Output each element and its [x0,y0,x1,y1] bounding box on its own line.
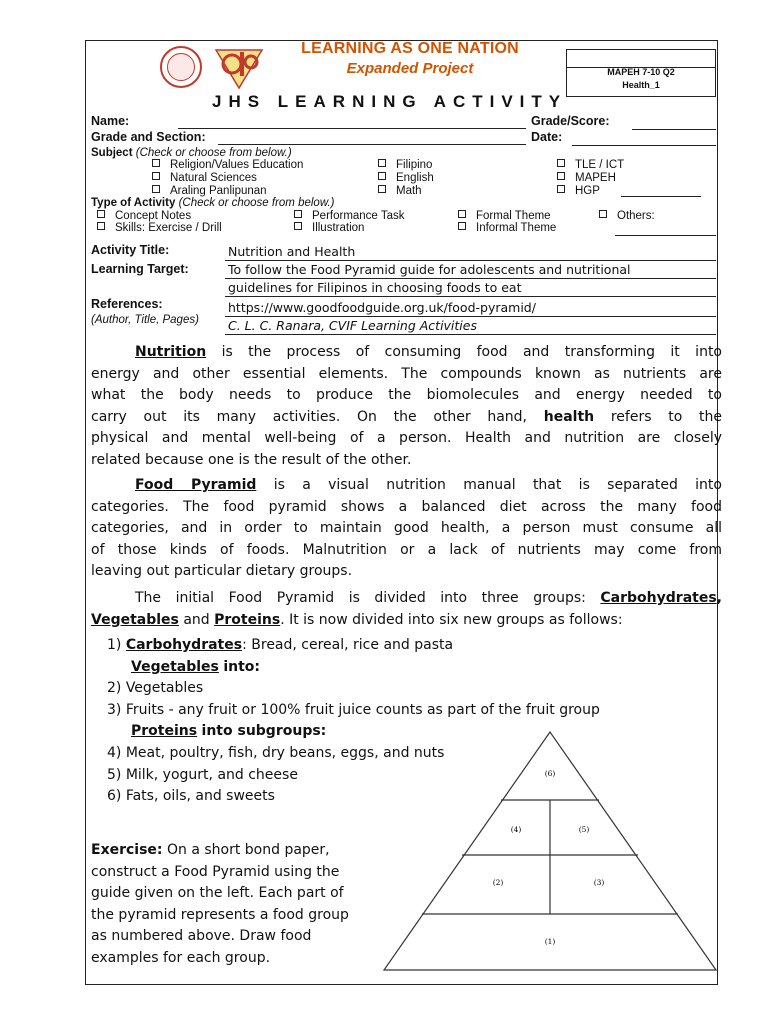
term-health: health [543,408,595,425]
subject-option[interactable]: Natural Sciences [152,172,257,184]
reference-rule1 [225,316,716,317]
activity-type-option[interactable]: Skills: Exercise / Drill [97,222,222,234]
grade-section-label: Grade and Section: [91,130,206,144]
checkbox[interactable] [458,222,466,230]
list-subheading: Proteins into subgroups: [131,723,327,740]
subject-option[interactable]: Filipino [378,159,432,171]
checkbox[interactable] [557,159,565,167]
date-field[interactable] [572,145,716,146]
activity-type-option[interactable]: Illustration [294,222,364,234]
reference-2: C. L. C. Ranara, CVIF Learning Activities [228,318,477,333]
paragraph-food-pyramid: Food Pyramid is a visual nutrition manual that is separated into categories. The food pyramid shows a balanced diet across the many food categories, and in order to maintain good health, a person must consume all of those kinds of foods. Malnutrition or a lack of nutrients may come from leaving out particular dietary groups. [91,477,722,580]
subject-option[interactable]: English [378,172,434,184]
term-vegetables: Vegetables [91,611,179,628]
subject-hint: (Check or choose from below.) [135,147,292,159]
checkbox[interactable] [378,159,386,167]
pyramid-label-1: (1) [544,937,556,946]
reference-1: https://www.goodfoodguide.org.uk/food-pyramid/ [228,300,536,315]
term-carbohydrates: Carbohydrates [600,590,717,606]
list-item: 1) Carbohydrates: Bread, cereal, rice and pasta [107,637,454,653]
checkbox[interactable] [97,222,105,230]
others-field[interactable] [615,235,716,236]
checkbox[interactable] [378,172,386,180]
subject-option[interactable]: MAPEH [557,172,616,184]
pyramid-label-4: (4) [510,825,522,834]
activity-type-heading [91,197,335,209]
exercise-text: Exercise: On a short bond paper, construct a Food Pyramid using the guide given on the left. Each part of the pyramid represents a food group as numbered above. Draw food examples for each group. [91,842,349,966]
list-subheading: Vegetables into: [131,658,261,675]
activity-type-option[interactable]: Informal Theme [458,222,556,234]
term-nutrition: Nutrition [135,344,207,360]
references-label: References: [91,297,163,311]
lesson-code: Health_1 [622,80,660,90]
learning-target-line2: guidelines for Filipinos in choosing foods to eat [228,280,522,295]
subject-option[interactable]: Araling Panlipunan [152,185,267,197]
school-seal-logo [160,46,202,88]
checkbox[interactable] [152,185,160,193]
list-item: 4) Meat, poultry, fish, dry beans, eggs, and nuts [107,744,445,761]
term-food-pyramid: Food Pyramid [135,477,257,493]
list-item: 3) Fruits - any fruit or 100% fruit juice counts as part of the fruit group [107,701,600,718]
subject-option[interactable]: Religion/Values Education [152,159,303,171]
pyramid-label-3: (3) [593,878,605,887]
checkbox[interactable] [599,210,607,218]
grade-section-field[interactable] [218,144,526,145]
activity-type-option[interactable]: Formal Theme [458,210,551,222]
cvif-dlp-logo [210,44,268,90]
subject-heading [91,147,292,159]
checkbox[interactable] [152,172,160,180]
checkbox[interactable] [557,172,565,180]
subject-option[interactable]: HGP [557,185,600,197]
checkbox[interactable] [152,159,160,167]
subject-option[interactable]: TLE / ICT [557,159,624,171]
learning-target-label: Learning Target: [91,262,189,276]
pyramid-label-2: (2) [492,878,504,887]
checkbox[interactable] [458,210,466,218]
checkbox[interactable] [557,185,565,193]
subject-option[interactable]: Math [378,185,422,197]
pyramid-label-5: (5) [578,825,590,834]
banner-title: LEARNING AS ONE NATION [301,40,519,57]
activity-title-line [225,260,716,261]
subject-code: MAPEH 7-10 Q2 [607,67,675,77]
name-label: Name: [91,114,130,128]
paragraph-nutrition: Nutrition is the process of consuming food and transforming it into energy and other essential elements. The compounds known as nutrients are what the body needs to produce the biomolecules and energy needed to carry out its many activities. On the other hand, health refers to the physical and mental well-being of a person. Health and nutrition are closely related because one is the result of the other. [91,344,722,468]
activity-type-option[interactable]: Others: [599,210,655,222]
pyramid-label-6: (6) [544,769,556,778]
learning-target-rule2 [225,296,716,297]
banner-subtitle: Expanded Project [346,60,474,77]
grade-score-label: Grade/Score: [531,114,610,128]
exercise-label: Exercise: [91,842,163,858]
list-item: 6) Fats, oils, and sweets [107,788,275,805]
activity-type-hint: (Check or choose from below.) [178,197,335,209]
checkbox[interactable] [97,210,105,218]
activity-title-label: Activity Title: [91,243,170,257]
reference-rule2 [225,334,716,335]
paragraph-groups: The initial Food Pyramid is divided into three groups: Carbohydrates, Vegetables and Proteins. It is now divided into six new groups as follows: [91,590,722,628]
activity-type-option[interactable]: Performance Task [294,210,404,222]
checkbox[interactable] [294,222,302,230]
activity-type-option[interactable]: Concept Notes [97,210,191,222]
list-item: 5) Milk, yogurt, and cheese [107,766,298,783]
learning-target-line1: To follow the Food Pyramid guide for adolescents and nutritional [228,262,631,277]
references-hint: (Author, Title, Pages) [91,314,199,326]
name-field[interactable] [178,128,526,129]
activity-type-label: Type of Activity [91,197,176,209]
checkbox[interactable] [294,210,302,218]
term-proteins: Proteins [214,611,281,628]
food-pyramid-diagram [380,728,720,973]
learning-target-rule1 [225,278,716,279]
checkbox[interactable] [378,185,386,193]
date-label: Date: [531,130,563,144]
list-item: 2) Vegetables [107,680,204,697]
grade-score-field[interactable] [632,129,716,130]
subject-label: Subject [91,147,133,159]
activity-title-value: Nutrition and Health [228,244,356,259]
activity-heading: JHS LEARNING ACTIVITY [212,92,568,111]
hgp-blank[interactable] [621,196,701,197]
